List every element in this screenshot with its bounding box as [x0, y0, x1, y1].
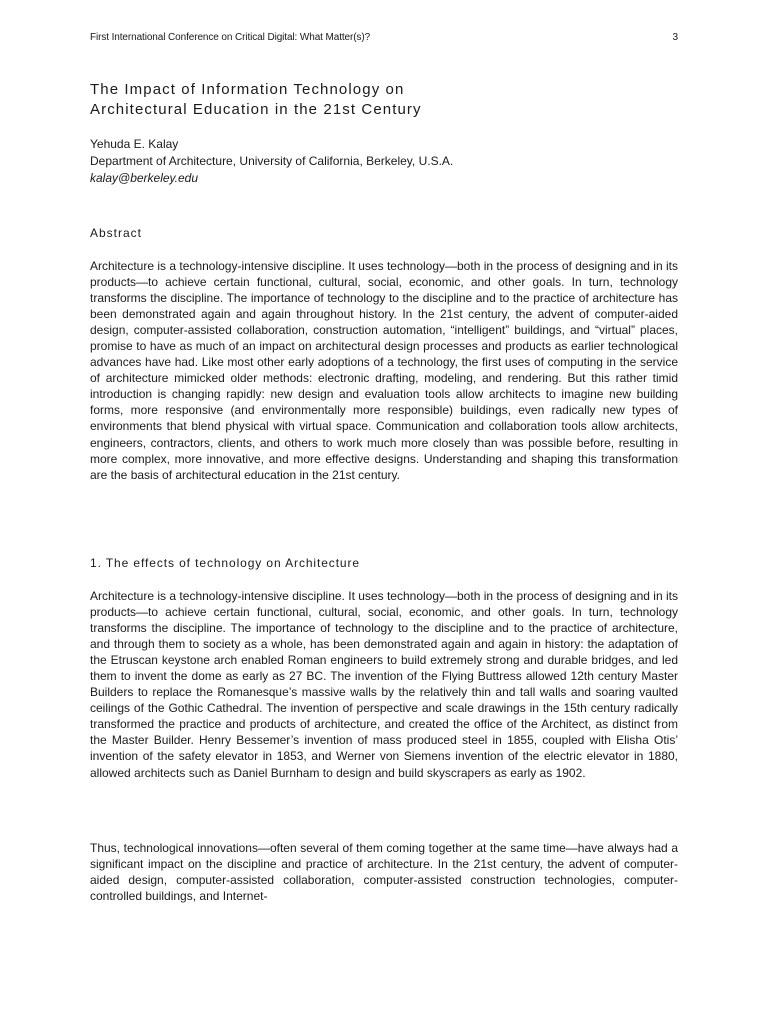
- author-name: Yehuda E. Kalay: [90, 137, 179, 151]
- author-block: [90, 136, 680, 187]
- author-affiliation: Department of Architecture, University of California, Berkeley, U.S.A.: [90, 154, 454, 168]
- section-1-paragraph-2: Thus, technological innovations—often several of them coming together at the same time—have always had a significant impact on the discipline and practice of architecture. In the 21st century, the advent of computer-aided design, computer-assisted collaboration, computer-assisted construction technologies, computer-controlled buildings, and Internet-: [90, 841, 678, 904]
- paper-title-line-2: Architectural Education in the 21st Century: [90, 101, 422, 118]
- abstract-heading: Abstract: [90, 226, 143, 240]
- conference-title: First International Conference on Critical Digital: What Matter(s)?: [90, 32, 371, 43]
- paper-title: [90, 80, 680, 120]
- section-1-heading: 1. The effects of technology on Architecture: [90, 556, 360, 570]
- section-1-paragraph-1: Architecture is a technology-intensive discipline. It uses technology—both in the process of designing and in its products—to achieve certain functional, cultural, social, economic, and other goals. In turn, technology transforms the discipline. The importance of technology to the discipline and to the practice of architecture, and through them to society as a whole, has been demonstrated again and again in history: the adaptation of the Etruscan keystone arch enabled Roman engineers to build extremely strong and durable bridges, and led them to invent the dome as early as 27 BC. The invention of the Flying Buttress allowed 12th century Master Builders to replace the Romanesque’s massive walls by the relatively thin and tall walls and soaring vaulted ceilings of the Gothic Cathedral. The invention of perspective and scale drawings in the 15th century radically transformed the practice and products of architecture, and created the office of the Architect, as distinct from the Master Builder. Henry Bessemer’s invention of mass produced steel in 1855, coupled with Elisha Otis’ invention of the safety elevator in 1853, and Werner von Siemens invention of the electric elevator in 1880, allowed architects such as Daniel Burnham to design and build skyscrapers as early as 1902.: [90, 589, 678, 780]
- abstract-text: Architecture is a technology-intensive discipline. It uses technology—both in the process of designing and in its products—to achieve certain functional, cultural, social, economic, and other goals. In turn, technology transforms the discipline. The importance of technology to the discipline and to the practice of architecture has been demonstrated again and again throughout history. In the 21st century, the advent of computer-aided design, computer-assisted collaboration, construction automation, “intelligent” buildings, and “virtual” places, promise to have as much of an impact on architectural design processes and products as earlier technological advances have had. Like most other early adoptions of a technology, the first uses of computing in the service of architecture mimicked older methods: electronic drafting, modeling, and rendering. But this rather timid introduction is changing rapidly: new design and evaluation tools allow architects to imagine new building forms, more responsive (and environmentally more responsible) buildings, even radically new types of environments that blend physical with virtual space. Communication and collaboration tools allow architects, engineers, contractors, clients, and others to work much more closely than was possible before, resulting in more complex, more innovative, and more effective designs. Understanding and shaping this transformation are the basis of architectural education in the 21st century.: [90, 259, 678, 482]
- running-header: [90, 32, 678, 48]
- page-number: 3: [672, 32, 678, 43]
- author-email: kalay@berkeley.edu: [90, 171, 199, 185]
- paper-title-line-1: The Impact of Information Technology on: [90, 81, 405, 98]
